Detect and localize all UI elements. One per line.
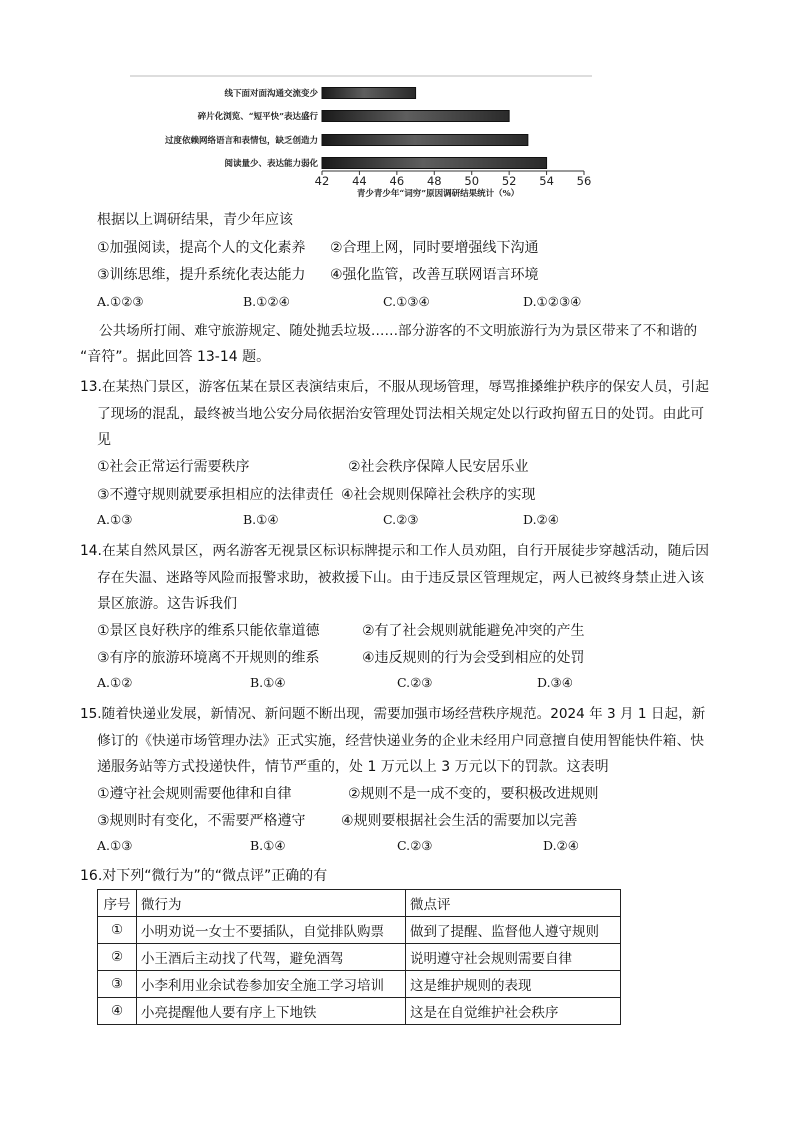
q13-option-a: A.①③: [97, 512, 133, 527]
q14-option-d: D.③④: [537, 675, 573, 690]
table-cell: ②: [98, 944, 137, 971]
q14-stem-line-3: 景区旅游。这告诉我们: [97, 596, 237, 612]
q15-stem-line-2: 修订的《快递市场管理办法》正式实施，经营快递业务的企业未经用户同意擅自使用智能快件箱、快: [97, 733, 705, 749]
chart-tick-label: 42: [314, 174, 330, 188]
q14-option-a: A.①②: [97, 675, 133, 690]
chart-tick-label: 56: [576, 174, 592, 188]
q15-statement-4: ④规则要根据社会生活的需要加以完善: [341, 813, 578, 829]
q12-option-d: D.①②③④: [523, 294, 582, 309]
passage-line-1: 公共场所打闹、难守旅游规定、随处抛丢垃圾……部分游客的不文明旅游行为为景区带来了不和谐的: [99, 323, 698, 339]
q13-statement-4: ④社会规则保障社会秩序的实现: [341, 487, 536, 503]
q12-option-a: A.①②③: [97, 294, 144, 309]
table-header-row: [98, 890, 621, 917]
table-cell: 小明劝说一女士不要插队，自觉排队购票: [137, 917, 406, 944]
passage-line-2: “音符”。据此回答 13-14 题。: [80, 349, 271, 365]
chart-tick-label: 52: [501, 174, 517, 188]
q15-stem-line-3: 递服务站等方式投递快件，情节严重的，处 1 万元以上 3 万元以下的罚款。这表明: [97, 759, 609, 775]
chart-category-label: 碎片化浏览、“短平快”表达盛行: [197, 112, 318, 122]
q13-statement-1: ①社会正常运行需要秩序: [97, 459, 250, 475]
table-cell: 这是维护规则的表现: [406, 971, 621, 998]
q16-table: [97, 889, 621, 1025]
q14-option-c: C.②③: [397, 675, 433, 690]
q15-option-a: A.①③: [97, 838, 133, 853]
q12-option-c: C.①③④: [383, 294, 430, 309]
table-cell: 小亮提醒他人要有序上下地铁: [137, 998, 406, 1025]
chart-tick-label: 44: [352, 174, 367, 188]
q15-option-d: D.②④: [543, 838, 579, 853]
q12-statement-4: ④强化监管，改善互联网语言环境: [330, 267, 539, 283]
q12-option-b: B.①②④: [243, 294, 290, 309]
table-cell: ④: [98, 998, 137, 1025]
table-cell: ①: [98, 917, 137, 944]
q13-option-b: B.①④: [243, 512, 279, 527]
chart-tick-label: 48: [426, 174, 442, 188]
table-cell: 做到了提醒、监督他人遵守规则: [406, 917, 621, 944]
table-row: [98, 971, 621, 998]
q13-stem-line-2: 了现场的混乱，最终被当地公安分局依据治安管理处罚法相关规定处以行政拘留五日的处罚。由此可: [97, 406, 705, 422]
table-cell: 小王酒后主动找了代驾，避免酒驾: [137, 944, 406, 971]
chart-category-label: 线下面对面沟通交流变少: [224, 89, 318, 99]
q14-stem-line-2: 存在失温、迷路等风险而报警求助，被救援下山。由于违反景区管理规定，两人已被终身禁止进入该: [97, 570, 705, 586]
q14-statement-4: ④违反规则的行为会受到相应的处罚: [362, 650, 585, 666]
q15-stem-line-1: 15.随着快递业发展，新情况、新问题不断出现，需要加强市场经营秩序规范。2024 年 3 月 1 日起，新: [80, 706, 706, 722]
q15-statement-2: ②规则不是一成不变的，要积极改进规则: [348, 786, 599, 802]
table-header-cell: 微行为: [137, 890, 406, 917]
q13-statement-2: ②社会秩序保障人民安居乐业: [348, 459, 529, 475]
table-row: [98, 944, 621, 971]
q13-option-c: C.②③: [383, 512, 419, 527]
table-cell: 这是在自觉维护社会秩序: [406, 998, 621, 1025]
table-cell: 小李利用业余试卷参加安全施工学习培训: [137, 971, 406, 998]
bar-chart: [0, 0, 793, 205]
q16-stem: 16.对下列“微行为”的“微点评”正确的有: [80, 868, 328, 884]
table-row: [98, 917, 621, 944]
q12-statement-2: ②合理上网，同时要增强线下沟通: [330, 240, 539, 256]
chart-bar: [322, 88, 416, 99]
chart-tick-label: 50: [464, 174, 480, 188]
q15-statement-1: ①遵守社会规则需要他律和自律: [97, 786, 292, 802]
q13-option-d: D.②④: [523, 512, 559, 527]
table-cell: ③: [98, 971, 137, 998]
table-cell: 说明遵守社会规则需要自律: [406, 944, 621, 971]
q15-option-b: B.①④: [250, 838, 286, 853]
q14-statement-1: ①景区良好秩序的维系只能依靠道德: [97, 623, 320, 639]
q12-intro: 根据以上调研结果，青少年应该: [97, 212, 293, 228]
table-row: [98, 998, 621, 1025]
table-header-cell: 微点评: [406, 890, 621, 917]
chart-tick-label: 54: [539, 174, 554, 188]
q12-statement-3: ③训练思维，提升系统化表达能力: [97, 267, 306, 283]
chart-category-label: 过度依赖网络语言和表情包，缺乏创造力: [164, 136, 318, 146]
q15-statement-3: ③规则时有变化，不需要严格遵守: [97, 813, 306, 829]
q14-option-b: B.①④: [250, 675, 286, 690]
q13-statement-3: ③不遵守规则就要承担相应的法律责任: [97, 487, 334, 503]
chart-xlabel: 青少青少年“词穷”原因调研结果统计（%）: [356, 189, 520, 199]
q13-stem-line-1: 13.在某热门景区，游客伍某在景区表演结束后，不服从现场管理，辱骂推搡维护秩序的保安人员，引起: [80, 379, 710, 395]
chart-bar: [322, 158, 547, 169]
chart-bar: [322, 111, 509, 122]
chart-category-label: 阅读量少、表达能力弱化: [224, 159, 318, 169]
table-header-cell: 序号: [98, 890, 137, 917]
chart-bar: [322, 135, 528, 146]
q12-statement-1: ①加强阅读，提高个人的文化素养: [97, 240, 306, 256]
chart-tick-label: 46: [389, 174, 405, 188]
q15-option-c: C.②③: [397, 838, 433, 853]
q14-statement-2: ②有了社会规则就能避免冲突的产生: [362, 623, 585, 639]
q14-stem-line-1: 14.在某自然风景区，两名游客无视景区标识标牌提示和工作人员劝阻，自行开展徒步穿越活动，随后因: [80, 543, 710, 559]
q13-stem-line-3: 见: [97, 432, 111, 448]
q14-statement-3: ③有序的旅游环境离不开规则的维系: [97, 650, 320, 666]
